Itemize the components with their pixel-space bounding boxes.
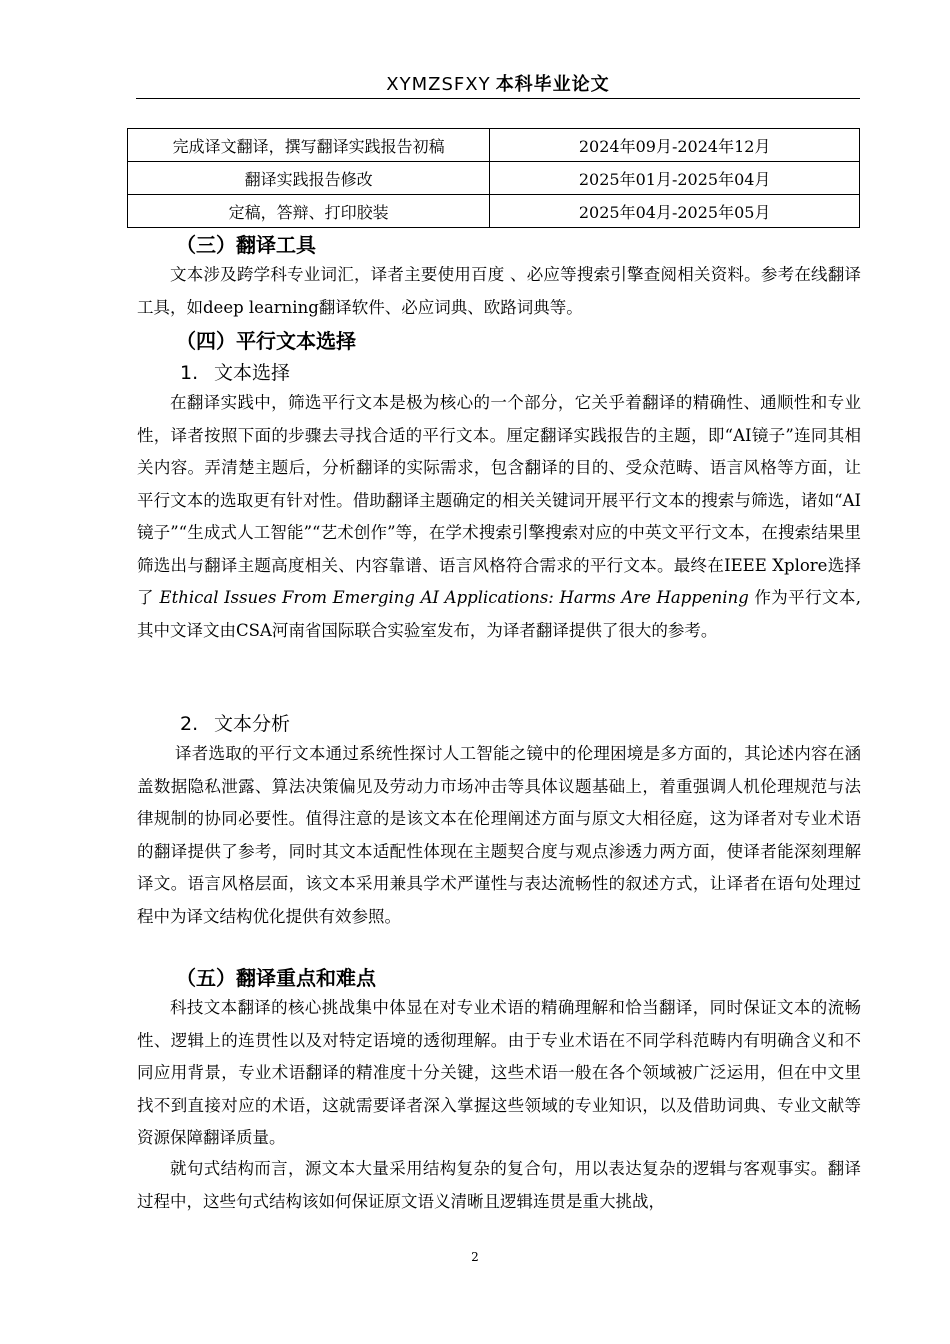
task-cell: 定稿，答辩、打印胶装 — [128, 195, 490, 228]
page-header — [136, 70, 860, 99]
subheading-number: 1. — [180, 362, 199, 384]
section5-heading: （五）翻译重点和难点 — [176, 966, 376, 990]
section5-paragraph-2: 就句式结构而言，源文本大量采用结构复杂的复合句，用以表达复杂的逻辑与客观事实。翻译过程中，这些句式结构该如何保证原文语义清晰且逻辑连贯是重大挑战， — [137, 1159, 861, 1211]
section4-paragraph-1 — [137, 387, 861, 647]
schedule-table — [127, 128, 860, 228]
task-cell: 完成译文翻译，撰写翻译实践报告初稿 — [128, 129, 490, 162]
section3-heading: （三）翻译工具 — [176, 233, 316, 257]
table-row — [128, 195, 860, 228]
parallel-text-title: Ethical Issues From Emerging AI Applications: Harms Are Happening — [159, 588, 749, 607]
section4-paragraph-2: 译者选取的平行文本通过系统性探讨人工智能之镜中的伦理困境是多方面的，其论述内容在涵盖数据隐私泄露、算法决策偏见及劳动力市场冲击等具体议题基础上，着重强调人机伦理规范与法律规制的协同必要性。值得注意的是该文本在伦理阐述方面与原文大相径庭，这为译者对专业术语的翻译提供了参考，同时其文本适配性体现在主题契合度与观点渗透力两方面，使译者能深刻理解译文。语言风格层面，该文本采用兼具学术严谨性与表达流畅性的叙述方式，让译者在语句处理过程中为译文结构优化提供有效参照。 — [137, 744, 861, 926]
header-code: XYMZSFXY — [386, 74, 491, 95]
table-row — [128, 162, 860, 195]
period-cell: 2024年09月-2024年12月 — [490, 129, 860, 162]
paragraph-text: 作为平行文本, 其中文译文由CSA河南省国际联合实验室发布，为译者翻译提供了很大的参考。 — [137, 588, 861, 640]
subheading-text-selection — [180, 358, 290, 385]
subheading-text-analysis — [180, 709, 290, 736]
subheading-title: 文本分析 — [214, 713, 291, 735]
table-row — [128, 129, 860, 162]
paragraph-text: 在翻译实践中，筛选平行文本是极为核心的一个部分，它关乎着翻译的精确性、通顺性和专业性，译者按照下面的步骤去寻找合适的平行文本。厘定翻译实践报告的主题，即“AI镜子”连同其相关内容。弄清楚主题后，分析翻译的实际需求，包含翻译的目的、受众范畴、语言风格等方面，让平行文本的选取更有针对性。借助翻译主题确定的相关关键词开展平行文本的搜索与筛选，诸如“AI镜子”“生成式人工智能”“艺术创作”等，在学术搜索引擎搜索对应的中英文平行文本，在搜索结果里筛选出与翻译主题高度相关、内容靠谱、语言风格符合需求的平行文本。最终在IEEE Xplore选择了 — [137, 393, 861, 607]
task-cell: 翻译实践报告修改 — [128, 162, 490, 195]
section4-heading: （四）平行文本选择 — [176, 329, 356, 353]
period-cell: 2025年04月-2025年05月 — [490, 195, 860, 228]
page-number: 2 — [471, 1250, 479, 1264]
header-title: 本科毕业论文 — [495, 74, 610, 95]
subheading-title: 文本选择 — [214, 362, 291, 384]
section5-paragraph-1: 科技文本翻译的核心挑战集中体显在对专业术语的精确理解和恰当翻译，同时保证文本的流畅性、逻辑上的连贯性以及对特定语境的透彻理解。由于专业术语在不同学科范畴内有明确含义和不同应用背景，专业术语翻译的精准度十分关键，这些术语一般在各个领域被广泛运用，但在中文里找不到直接对应的术语，这就需要译者深入掌握这些领域的专业知识，以及借助词典、专业文献等资源保障翻译质量。 — [137, 998, 861, 1147]
section3-paragraph: 文本涉及跨学科专业词汇，译者主要使用百度 、必应等搜索引擎查阅相关资料。参考在线翻译工具，如deep learning翻译软件、必应词典、欧路词典等。 — [137, 265, 861, 317]
subheading-number: 2. — [180, 713, 199, 735]
period-cell: 2025年01月-2025年04月 — [490, 162, 860, 195]
